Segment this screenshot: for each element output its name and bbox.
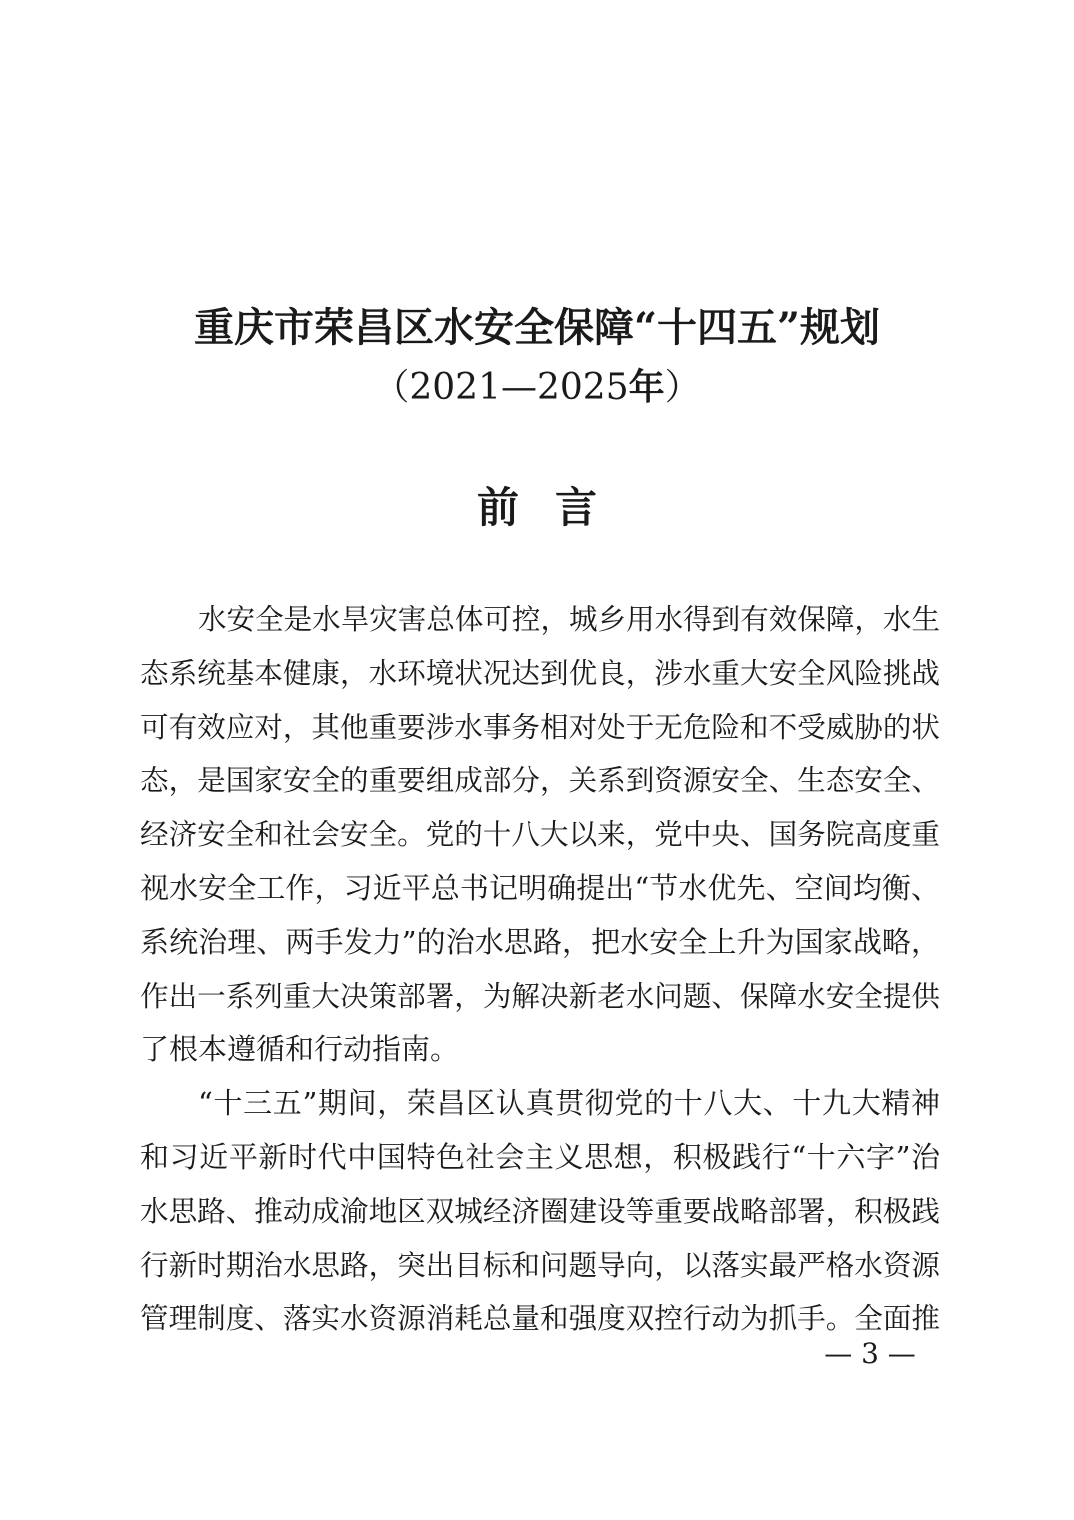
paragraph-line: 管理制度、落实水资源消耗总量和强度双控行动为抓手。全面推 <box>140 1301 940 1336</box>
paragraph-line: 作出一系列重大决策部署，为解决新老水问题、保障水安全提供 <box>140 978 940 1013</box>
paragraph-line: 水思路、推动成渝地区双城经济圈建设等重要战略部署，积极践 <box>140 1193 940 1228</box>
paragraph <box>140 1077 940 1346</box>
page-number: — 3 — <box>824 1337 916 1370</box>
paragraph-line: 系统治理、两手发力”的治水思路，把水安全上升为国家战略， <box>140 924 940 959</box>
paragraph-line: 了根本遵循和行动指南。 <box>140 1032 460 1067</box>
document-subtitle <box>0 362 1074 413</box>
paragraph-line: 经济安全和社会安全。党的十八大以来，党中央、国务院高度重 <box>140 817 940 852</box>
paragraph-line: 态系统基本健康，水环境状况达到优良，涉水重大安全风险挑战 <box>140 655 940 690</box>
paragraph-line: 可有效应对，其他重要涉水事务相对处于无危险和不受威胁的状 <box>140 709 940 744</box>
paragraph <box>140 593 940 1077</box>
section-heading: 前言 <box>476 483 633 532</box>
paragraph-line: “十三五”期间，荣昌区认真贯彻党的十八大、十九大精神 <box>198 1086 940 1121</box>
subtitle-year: 年 <box>628 366 665 408</box>
paragraph-line: 态，是国家安全的重要组成部分，关系到资源安全、生态安全、 <box>140 763 940 798</box>
paragraph-line: 和习近平新时代中国特色社会主义思想，积极践行“十六字”治 <box>140 1139 940 1174</box>
paragraph-line: 视水安全工作，习近平总书记明确提出“节水优先、空间均衡、 <box>140 870 940 905</box>
paragraph-line: 行新时期治水思路，突出目标和问题导向，以落实最严格水资源 <box>140 1247 940 1282</box>
document-title: 重庆市荣昌区水安全保障“十四五”规划 <box>193 304 880 351</box>
subtitle-open: （2021—2025 <box>373 367 629 408</box>
paragraph-line: 水安全是水旱灾害总体可控，城乡用水得到有效保障，水生 <box>198 603 940 636</box>
body-text <box>140 593 940 1346</box>
subtitle-close: ） <box>664 367 701 408</box>
